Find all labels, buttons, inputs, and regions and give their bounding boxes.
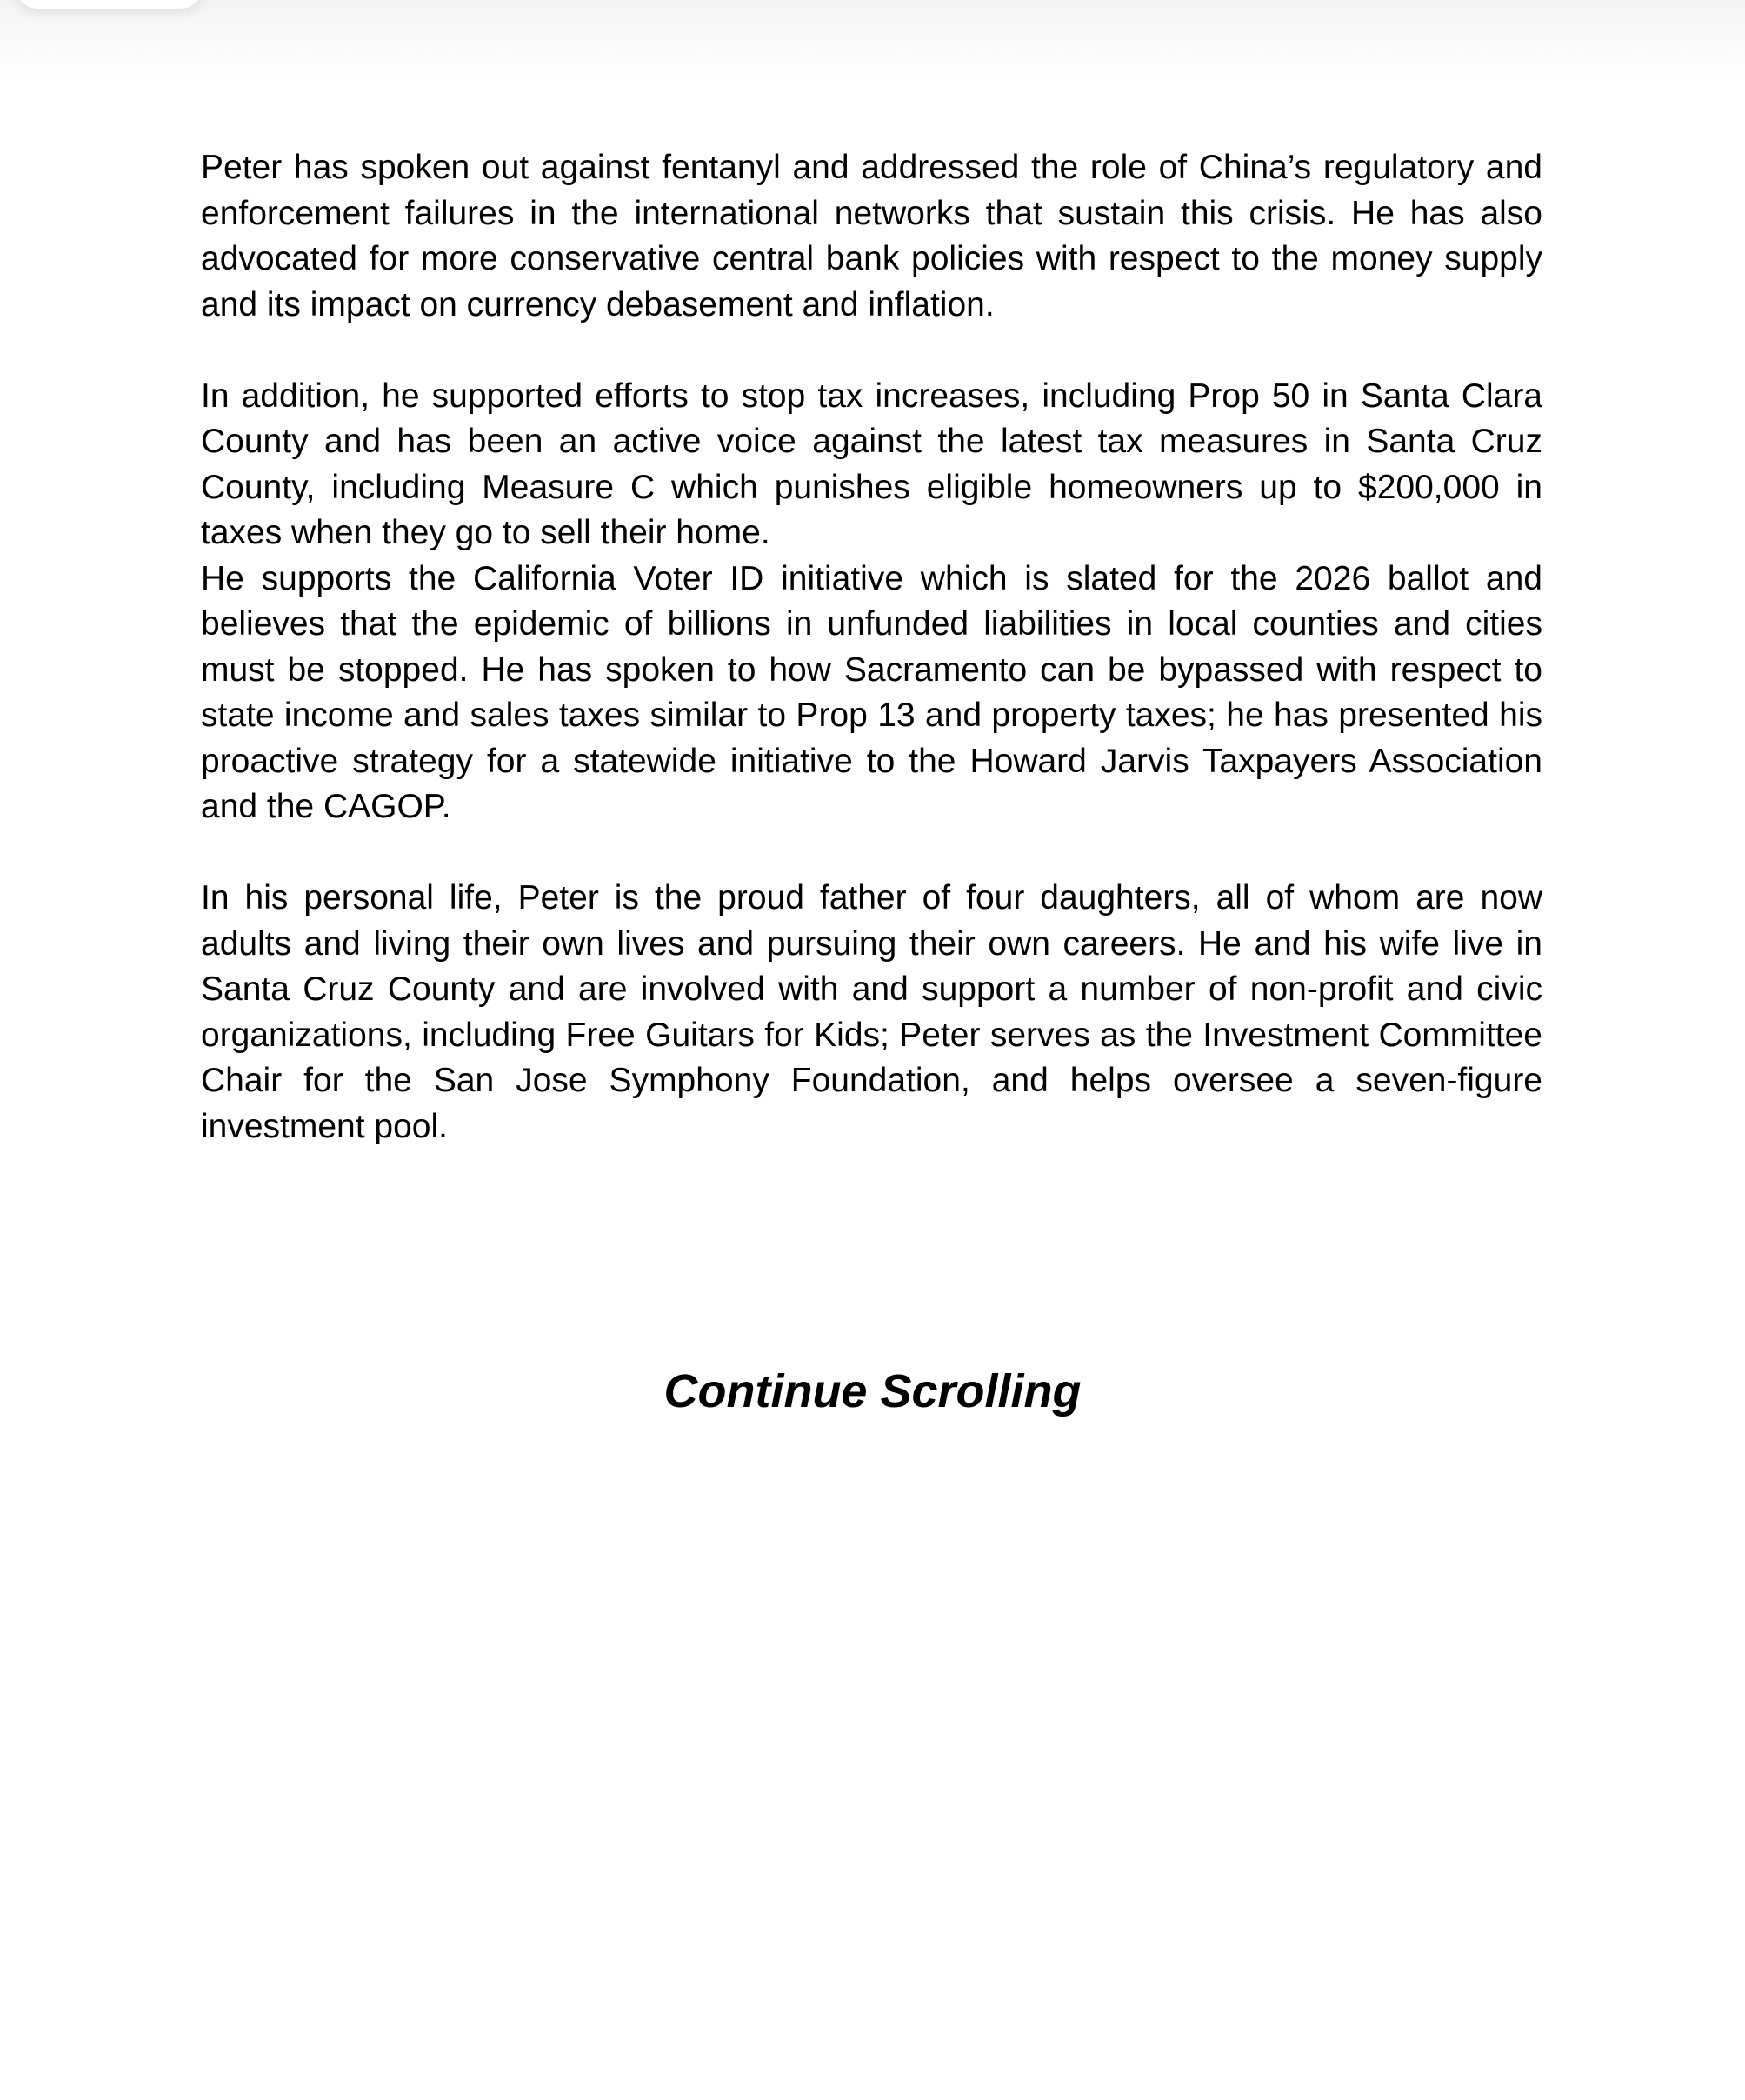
paragraph-tax-increases: In addition, he supported efforts to stop tax increases, including Prop 50 in Santa Clara County and has been an active voice against the latest tax measures in Santa Cruz County, including Measure C which punishes eligible homeowners up to $200,000 in taxes when they go to sell their home. [201, 377, 1542, 551]
top-bar [0, 0, 1745, 83]
document-body [201, 145, 1542, 1150]
continue-scrolling-label: Continue Scrolling [663, 1365, 1082, 1417]
paragraph-personal-life: In his personal life, Peter is the proud father of four daughters, all of whom are now adults and living their own lives and pursuing their own careers. He and his wife live in Santa Cruz County and are involved with and support a number of non-profit and civic organizations, including Free Guitars for Kids; Peter serves as the Investment Committee Chair for the San Jose Symphony Foundation, and helps oversee a seven-figure investment pool. [201, 879, 1542, 1145]
paragraph-voter-id: He supports the California Voter ID initiative which is slated for the 2026 ballot and believes that the epidemic of billions in unfunded liabilities in local counties and cities must be stopped. He has spoken to how Sacramento can be bypassed with respect to state income and sales taxes similar to Prop 13 and property taxes; he has presented his proactive strategy for a statewide initiative to the Howard Jarvis Taxpayers Association and the CAGOP. [201, 559, 1542, 825]
paragraph-fentanyl: Peter has spoken out against fentanyl and addressed the role of China’s regulatory and enforcement failures in the international networks that sustain this crisis. He has also advocated for more conservative central bank policies with respect to the money supply and its impact on currency debasement and inflation. [201, 149, 1542, 323]
top-pill-control[interactable] [16, 0, 203, 9]
